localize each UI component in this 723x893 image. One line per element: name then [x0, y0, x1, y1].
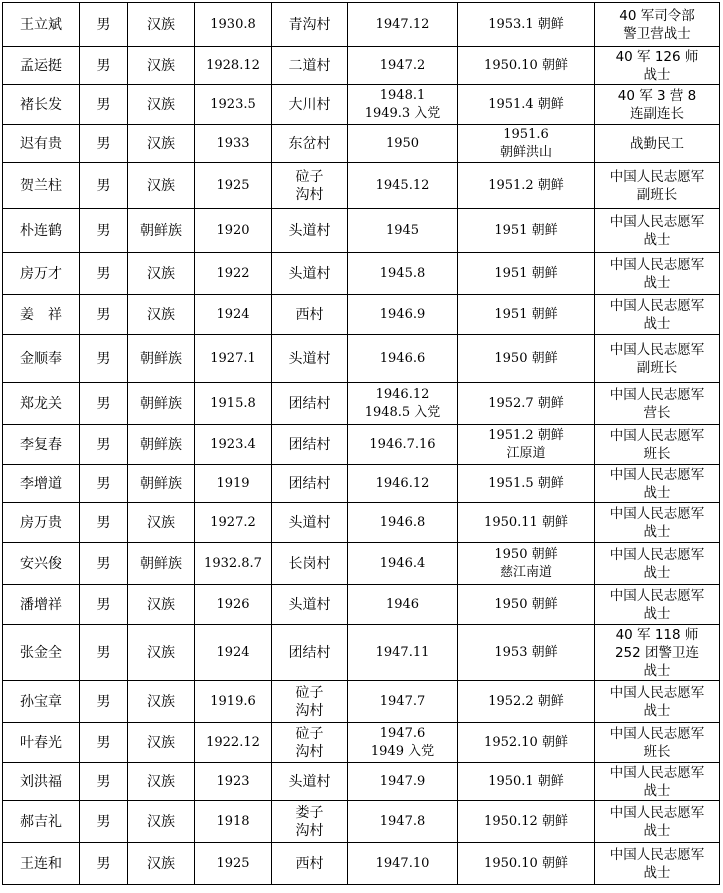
enlistment-cell: 1947.7: [348, 681, 458, 723]
korea-service-cell: 1951.4 朝鲜: [458, 85, 595, 125]
birth-date-cell: 1920: [195, 209, 272, 253]
birth-date-cell: 1928.12: [195, 47, 272, 85]
korea-service-cell: 1950 朝鲜: [458, 335, 595, 383]
birth-date-cell: 1933: [195, 125, 272, 163]
ethnicity-cell: 汉族: [128, 843, 195, 885]
unit-position-cell: 中国人民志愿军 战士: [595, 295, 720, 335]
ethnicity-cell: 朝鲜族: [128, 465, 195, 503]
name-cell: 金顺奉: [3, 335, 80, 383]
name-cell: 王立斌: [3, 3, 80, 47]
table-row: [3, 843, 720, 885]
sex-cell: 男: [80, 425, 128, 465]
name-cell: 房万贵: [3, 503, 80, 543]
birth-date-cell: 1919.6: [195, 681, 272, 723]
ethnicity-cell: 汉族: [128, 253, 195, 295]
village-cell: 团结村: [272, 625, 348, 681]
ethnicity-cell: 汉族: [128, 163, 195, 209]
enlistment-cell: 1946.6: [348, 335, 458, 383]
birth-date-cell: 1923.4: [195, 425, 272, 465]
roster-body: [3, 3, 720, 885]
name-cell: 孟运挺: [3, 47, 80, 85]
birth-date-cell: 1932.8.7: [195, 543, 272, 585]
sex-cell: 男: [80, 163, 128, 209]
sex-cell: 男: [80, 503, 128, 543]
village-cell: 头道村: [272, 585, 348, 625]
ethnicity-cell: 汉族: [128, 125, 195, 163]
enlistment-cell: 1948.1 1949.3 入党: [348, 85, 458, 125]
village-cell: 娄子 沟村: [272, 801, 348, 843]
name-cell: 朴连鹤: [3, 209, 80, 253]
ethnicity-cell: 朝鲜族: [128, 425, 195, 465]
table-row: [3, 681, 720, 723]
ethnicity-cell: 汉族: [128, 503, 195, 543]
ethnicity-cell: 朝鲜族: [128, 335, 195, 383]
village-cell: 西村: [272, 295, 348, 335]
sex-cell: 男: [80, 681, 128, 723]
unit-position-cell: 中国人民志愿军 战士: [595, 209, 720, 253]
sex-cell: 男: [80, 383, 128, 425]
birth-date-cell: 1923.5: [195, 85, 272, 125]
korea-service-cell: 1950.10 朝鲜: [458, 47, 595, 85]
korea-service-cell: 1951.2 朝鲜 江原道: [458, 425, 595, 465]
unit-position-cell: 中国人民志愿军 战士: [595, 801, 720, 843]
ethnicity-cell: 汉族: [128, 47, 195, 85]
village-cell: 砬子 沟村: [272, 681, 348, 723]
ethnicity-cell: 朝鲜族: [128, 543, 195, 585]
table-row: [3, 209, 720, 253]
birth-date-cell: 1915.8: [195, 383, 272, 425]
korea-service-cell: 1950.11 朝鲜: [458, 503, 595, 543]
table-row: [3, 625, 720, 681]
ethnicity-cell: 朝鲜族: [128, 383, 195, 425]
sex-cell: 男: [80, 209, 128, 253]
village-cell: 头道村: [272, 253, 348, 295]
table-row: [3, 163, 720, 209]
korea-service-cell: 1953 朝鲜: [458, 625, 595, 681]
birth-date-cell: 1919: [195, 465, 272, 503]
name-cell: 王连和: [3, 843, 80, 885]
table-row: [3, 383, 720, 425]
unit-position-cell: 40 军 118 师 252 团警卫连 战士: [595, 625, 720, 681]
sex-cell: 男: [80, 85, 128, 125]
table-row: [3, 801, 720, 843]
unit-position-cell: 中国人民志愿军 班长: [595, 723, 720, 763]
name-cell: 迟有贵: [3, 125, 80, 163]
enlistment-cell: 1946: [348, 585, 458, 625]
birth-date-cell: 1930.8: [195, 3, 272, 47]
sex-cell: 男: [80, 801, 128, 843]
korea-service-cell: 1952.10 朝鲜: [458, 723, 595, 763]
ethnicity-cell: 汉族: [128, 723, 195, 763]
korea-service-cell: 1950.10 朝鲜: [458, 843, 595, 885]
name-cell: 孙宝章: [3, 681, 80, 723]
korea-service-cell: 1951.5 朝鲜: [458, 465, 595, 503]
table-row: [3, 253, 720, 295]
table-row: [3, 47, 720, 85]
enlistment-cell: 1947.12: [348, 3, 458, 47]
enlistment-cell: 1947.10: [348, 843, 458, 885]
unit-position-cell: 中国人民志愿军 营长: [595, 383, 720, 425]
unit-position-cell: 中国人民志愿军 班长: [595, 425, 720, 465]
sex-cell: 男: [80, 763, 128, 801]
sex-cell: 男: [80, 47, 128, 85]
enlistment-cell: 1950: [348, 125, 458, 163]
name-cell: 郝吉礼: [3, 801, 80, 843]
table-row: [3, 335, 720, 383]
name-cell: 郑龙关: [3, 383, 80, 425]
ethnicity-cell: 汉族: [128, 625, 195, 681]
unit-position-cell: 中国人民志愿军 战士: [595, 763, 720, 801]
village-cell: 大川村: [272, 85, 348, 125]
enlistment-cell: 1946.7.16: [348, 425, 458, 465]
sex-cell: 男: [80, 335, 128, 383]
korea-service-cell: 1951 朝鲜: [458, 253, 595, 295]
unit-position-cell: 中国人民志愿军 战士: [595, 503, 720, 543]
korea-service-cell: 1950.1 朝鲜: [458, 763, 595, 801]
sex-cell: 男: [80, 543, 128, 585]
village-cell: 头道村: [272, 335, 348, 383]
enlistment-cell: 1946.12: [348, 465, 458, 503]
name-cell: 贺兰柱: [3, 163, 80, 209]
table-row: [3, 465, 720, 503]
village-cell: 团结村: [272, 383, 348, 425]
table-row: [3, 585, 720, 625]
village-cell: 团结村: [272, 425, 348, 465]
name-cell: 安兴俊: [3, 543, 80, 585]
unit-position-cell: 40 军司令部 警卫营战士: [595, 3, 720, 47]
birth-date-cell: 1927.2: [195, 503, 272, 543]
unit-position-cell: 40 军 126 师 战士: [595, 47, 720, 85]
table-row: [3, 295, 720, 335]
table-row: [3, 543, 720, 585]
korea-service-cell: 1952.2 朝鲜: [458, 681, 595, 723]
birth-date-cell: 1923: [195, 763, 272, 801]
sex-cell: 男: [80, 3, 128, 47]
ethnicity-cell: 朝鲜族: [128, 209, 195, 253]
village-cell: 头道村: [272, 503, 348, 543]
village-cell: 砬子 沟村: [272, 163, 348, 209]
table-row: [3, 3, 720, 47]
birth-date-cell: 1922.12: [195, 723, 272, 763]
unit-position-cell: 中国人民志愿军 战士: [595, 253, 720, 295]
enlistment-cell: 1946.12 1948.5 入党: [348, 383, 458, 425]
enlistment-cell: 1945: [348, 209, 458, 253]
unit-position-cell: 中国人民志愿军 战士: [595, 543, 720, 585]
sex-cell: 男: [80, 465, 128, 503]
village-cell: 长岗村: [272, 543, 348, 585]
sex-cell: 男: [80, 125, 128, 163]
korea-service-cell: 1951.2 朝鲜: [458, 163, 595, 209]
table-row: [3, 85, 720, 125]
korea-service-cell: 1951 朝鲜: [458, 209, 595, 253]
village-cell: 东岔村: [272, 125, 348, 163]
birth-date-cell: 1924: [195, 625, 272, 681]
birth-date-cell: 1924: [195, 295, 272, 335]
birth-date-cell: 1927.1: [195, 335, 272, 383]
birth-date-cell: 1925: [195, 843, 272, 885]
enlistment-cell: 1945.12: [348, 163, 458, 209]
sex-cell: 男: [80, 723, 128, 763]
name-cell: 叶春光: [3, 723, 80, 763]
enlistment-cell: 1945.8: [348, 253, 458, 295]
village-cell: 头道村: [272, 763, 348, 801]
enlistment-cell: 1946.8: [348, 503, 458, 543]
unit-position-cell: 40 军 3 营 8 连副连长: [595, 85, 720, 125]
veteran-roster-table: [2, 2, 720, 885]
name-cell: 姜 祥: [3, 295, 80, 335]
village-cell: 砬子 沟村: [272, 723, 348, 763]
unit-position-cell: 中国人民志愿军 战士: [595, 465, 720, 503]
name-cell: 张金全: [3, 625, 80, 681]
enlistment-cell: 1947.11: [348, 625, 458, 681]
unit-position-cell: 中国人民志愿军 战士: [595, 585, 720, 625]
korea-service-cell: 1950 朝鲜: [458, 585, 595, 625]
ethnicity-cell: 汉族: [128, 295, 195, 335]
name-cell: 李复春: [3, 425, 80, 465]
name-cell: 房万才: [3, 253, 80, 295]
unit-position-cell: 中国人民志愿军 副班长: [595, 335, 720, 383]
ethnicity-cell: 汉族: [128, 801, 195, 843]
unit-position-cell: 中国人民志愿军 战士: [595, 843, 720, 885]
village-cell: 二道村: [272, 47, 348, 85]
enlistment-cell: 1947.9: [348, 763, 458, 801]
sex-cell: 男: [80, 585, 128, 625]
sex-cell: 男: [80, 625, 128, 681]
name-cell: 李增道: [3, 465, 80, 503]
birth-date-cell: 1925: [195, 163, 272, 209]
ethnicity-cell: 汉族: [128, 3, 195, 47]
enlistment-cell: 1947.8: [348, 801, 458, 843]
unit-position-cell: 战勤民工: [595, 125, 720, 163]
ethnicity-cell: 汉族: [128, 681, 195, 723]
village-cell: 青沟村: [272, 3, 348, 47]
birth-date-cell: 1926: [195, 585, 272, 625]
enlistment-cell: 1946.9: [348, 295, 458, 335]
enlistment-cell: 1946.4: [348, 543, 458, 585]
sex-cell: 男: [80, 843, 128, 885]
name-cell: 潘增祥: [3, 585, 80, 625]
table-row: [3, 125, 720, 163]
table-row: [3, 425, 720, 465]
birth-date-cell: 1922: [195, 253, 272, 295]
sex-cell: 男: [80, 295, 128, 335]
korea-service-cell: 1951.6 朝鲜洪山: [458, 125, 595, 163]
table-row: [3, 723, 720, 763]
table-row: [3, 503, 720, 543]
village-cell: 团结村: [272, 465, 348, 503]
korea-service-cell: 1953.1 朝鲜: [458, 3, 595, 47]
enlistment-cell: 1947.2: [348, 47, 458, 85]
ethnicity-cell: 汉族: [128, 585, 195, 625]
name-cell: 刘洪福: [3, 763, 80, 801]
enlistment-cell: 1947.6 1949 入党: [348, 723, 458, 763]
korea-service-cell: 1951 朝鲜: [458, 295, 595, 335]
name-cell: 褚长发: [3, 85, 80, 125]
sex-cell: 男: [80, 253, 128, 295]
unit-position-cell: 中国人民志愿军 副班长: [595, 163, 720, 209]
village-cell: 头道村: [272, 209, 348, 253]
unit-position-cell: 中国人民志愿军 战士: [595, 681, 720, 723]
ethnicity-cell: 汉族: [128, 85, 195, 125]
korea-service-cell: 1950.12 朝鲜: [458, 801, 595, 843]
korea-service-cell: 1952.7 朝鲜: [458, 383, 595, 425]
korea-service-cell: 1950 朝鲜 慈江南道: [458, 543, 595, 585]
village-cell: 西村: [272, 843, 348, 885]
birth-date-cell: 1918: [195, 801, 272, 843]
ethnicity-cell: 汉族: [128, 763, 195, 801]
table-row: [3, 763, 720, 801]
